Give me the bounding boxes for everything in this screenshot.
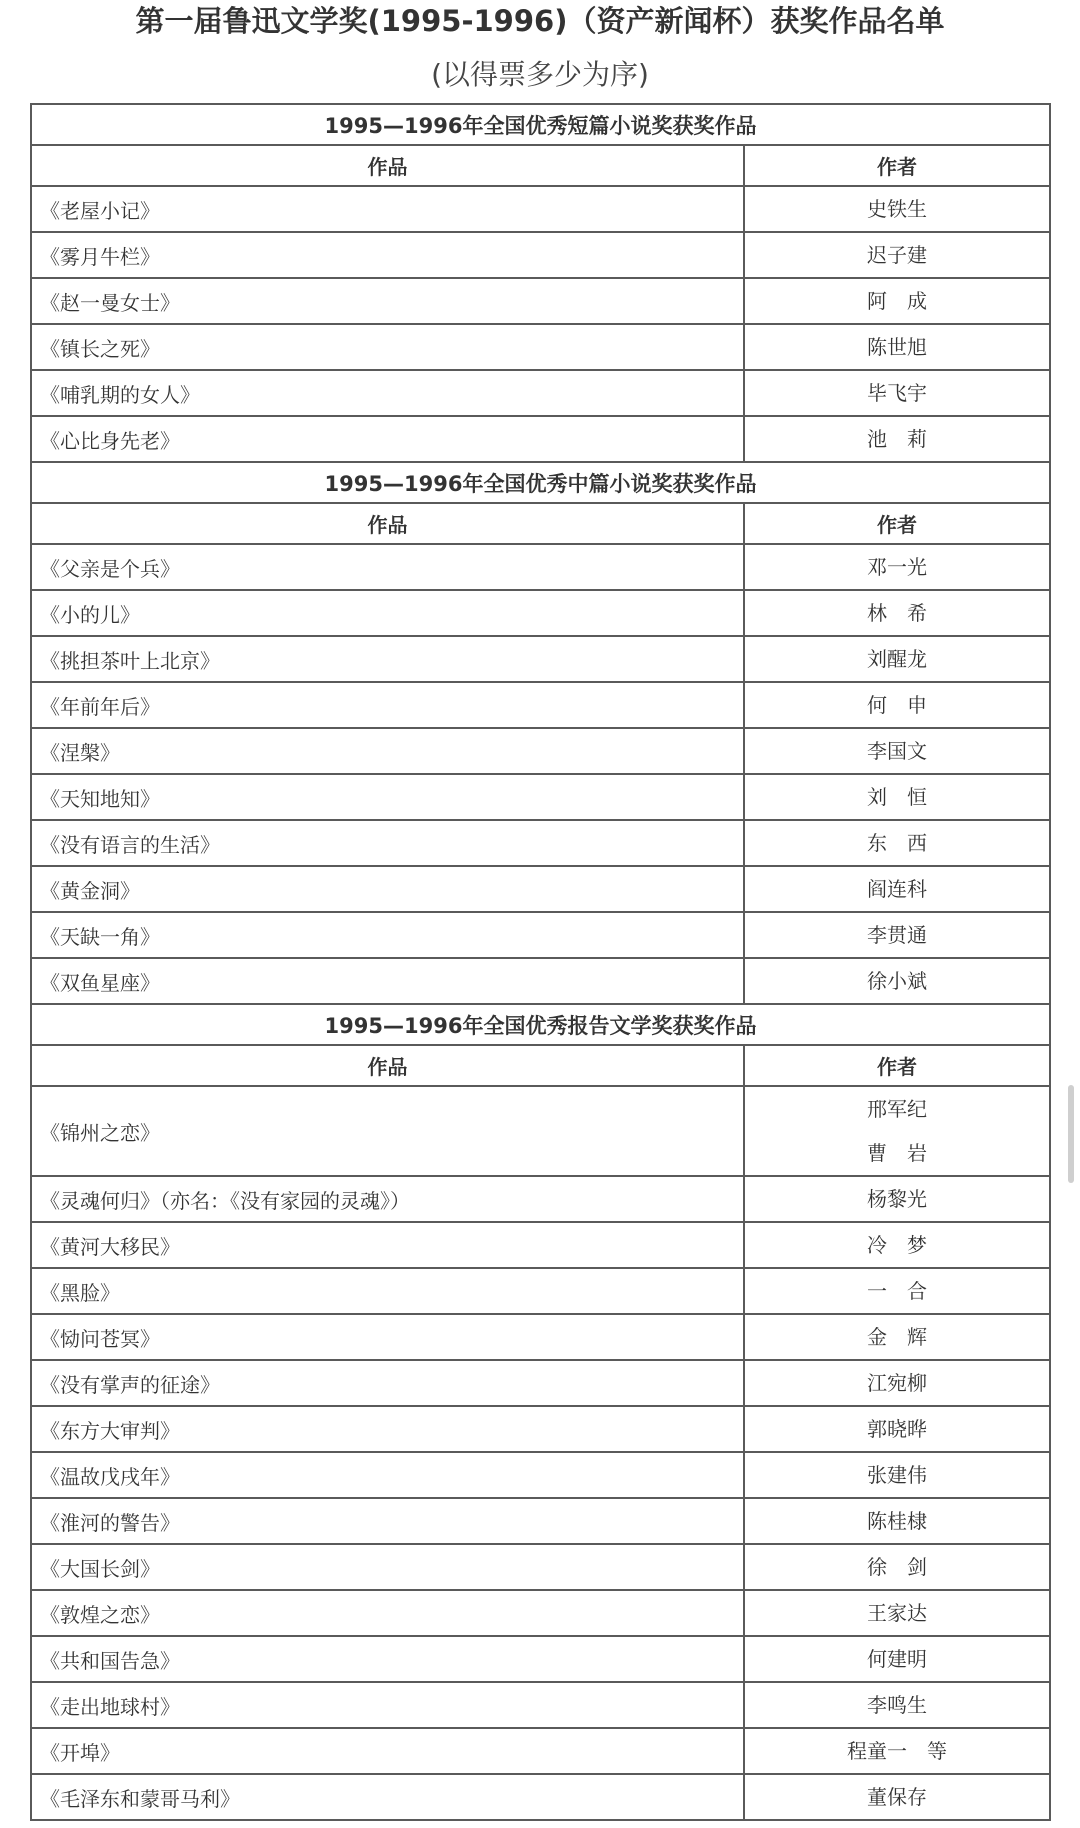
author-name: 阿 成 [867,289,927,313]
author-cell [744,416,1050,462]
page-subtitle: (以得票多少为序) [431,58,649,91]
work-title: 《东方大审判》 [31,1406,744,1452]
work-title: 《走出地球村》 [31,1682,744,1728]
column-header-author: 作者 [744,503,1050,544]
column-header-work: 作品 [31,1045,744,1086]
table-row [31,958,1050,1004]
author-cell [744,1774,1050,1820]
author-name: 江宛柳 [867,1371,927,1395]
author-cell [744,1498,1050,1544]
work-title: 《恸问苍冥》 [31,1314,744,1360]
work-title: 《小的儿》 [31,590,744,636]
work-title: 《没有掌声的征途》 [31,1360,744,1406]
table-row [31,1176,1050,1222]
work-title: 《年前年后》 [31,682,744,728]
author-cell [744,232,1050,278]
author-cell [744,1728,1050,1774]
author-name: 陈世旭 [867,335,927,359]
table-row [31,1728,1050,1774]
author-name: 张建伟 [867,1463,927,1487]
author-name: 迟子建 [867,243,927,267]
author-cell [744,186,1050,232]
author-name: 邢军纪 [867,1097,927,1121]
author-name: 邓一光 [867,555,927,579]
author-cell [744,1636,1050,1682]
table-row [31,912,1050,958]
work-title: 《天缺一角》 [31,912,744,958]
table-row [31,1222,1050,1268]
author-name: 林 希 [867,601,927,625]
table-row [31,278,1050,324]
work-title: 《赵一曼女士》 [31,278,744,324]
author-name: 徐小斌 [867,969,927,993]
work-title: 《哺乳期的女人》 [31,370,744,416]
author-cell [744,324,1050,370]
author-name: 何建明 [867,1647,927,1671]
author-name: 李贯通 [867,923,927,947]
work-title: 《共和国告急》 [31,1636,744,1682]
author-name: 王家达 [867,1601,927,1625]
author-cell [744,1086,1050,1176]
section-heading: 1995—1996年全国优秀报告文学奖获奖作品 [31,1004,1050,1045]
author-cell [744,1222,1050,1268]
author-cell [744,1268,1050,1314]
table-row [31,682,1050,728]
author-name: 刘醒龙 [867,647,927,671]
author-cell [744,544,1050,590]
table-row [31,1682,1050,1728]
table-row [31,636,1050,682]
author-cell [744,820,1050,866]
author-cell [744,1360,1050,1406]
section-heading-row [31,104,1050,145]
table-row [31,1544,1050,1590]
author-name: 阎连科 [867,877,927,901]
author-cell [744,1452,1050,1498]
table-row [31,1086,1050,1176]
page-title: 第一届鲁迅文学奖(1995-1996)（资产新闻杯）获奖作品名单 [135,4,945,38]
author-cell [744,370,1050,416]
section-heading-row [31,1004,1050,1045]
author-name: 曹 岩 [867,1141,927,1165]
author-cell [744,1590,1050,1636]
table-row [31,186,1050,232]
author-cell [744,1406,1050,1452]
work-title: 《镇长之死》 [31,324,744,370]
section-heading: 1995—1996年全国优秀短篇小说奖获奖作品 [31,104,1050,145]
table-row [31,370,1050,416]
author-name: 刘 恒 [867,785,927,809]
work-title: 《敦煌之恋》 [31,1590,744,1636]
author-cell [744,1176,1050,1222]
table-row [31,232,1050,278]
work-title: 《心比身先老》 [31,416,744,462]
work-title: 《父亲是个兵》 [31,544,744,590]
work-title: 《涅槃》 [31,728,744,774]
work-title: 《黄河大移民》 [31,1222,744,1268]
work-title: 《开埠》 [31,1728,744,1774]
author-cell [744,590,1050,636]
table-row [31,774,1050,820]
table-row [31,416,1050,462]
author-cell [744,1682,1050,1728]
author-name: 毕飞宇 [867,381,927,405]
column-header-work: 作品 [31,503,744,544]
author-name: 程童一 等 [847,1739,947,1763]
work-title: 《毛泽东和蒙哥马利》 [31,1774,744,1820]
table-row [31,1314,1050,1360]
table-row [31,1774,1050,1820]
author-name: 何 申 [867,693,927,717]
section-heading-row [31,462,1050,503]
author-cell [744,636,1050,682]
table-row [31,1406,1050,1452]
table-row [31,1498,1050,1544]
column-header-row [31,503,1050,544]
column-header-row [31,145,1050,186]
author-name: 池 莉 [867,427,927,451]
work-title: 《大国长剑》 [31,1544,744,1590]
author-name: 金 辉 [867,1325,927,1349]
work-title: 《老屋小记》 [31,186,744,232]
author-cell [744,774,1050,820]
table-row [31,590,1050,636]
table-row [31,1636,1050,1682]
author-cell [744,866,1050,912]
table-row [31,820,1050,866]
table-row [31,866,1050,912]
author-name: 杨黎光 [867,1187,927,1211]
work-title: 《黑脸》 [31,1268,744,1314]
author-name: 徐 剑 [867,1555,927,1579]
work-title: 《天知地知》 [31,774,744,820]
column-header-row [31,1045,1050,1086]
author-cell [744,278,1050,324]
table-row [31,1590,1050,1636]
author-cell [744,958,1050,1004]
work-title: 《锦州之恋》 [31,1086,744,1176]
table-row [31,544,1050,590]
author-name: 东 西 [867,831,927,855]
work-title: 《黄金洞》 [31,866,744,912]
column-header-work: 作品 [31,145,744,186]
author-name: 冷 梦 [867,1233,927,1257]
table-row [31,324,1050,370]
author-cell [744,682,1050,728]
column-header-author: 作者 [744,145,1050,186]
scrollbar-thumb[interactable] [1068,1085,1074,1183]
author-name: 陈桂棣 [867,1509,927,1533]
section-heading: 1995—1996年全国优秀中篇小说奖获奖作品 [31,462,1050,503]
work-title: 《淮河的警告》 [31,1498,744,1544]
author-name: 李鸣生 [867,1693,927,1717]
author-name: 一 合 [867,1279,927,1303]
column-header-author: 作者 [744,1045,1050,1086]
work-title: 《雾月牛栏》 [31,232,744,278]
awards-table [30,103,1051,1821]
author-cell [744,1544,1050,1590]
work-title: 《灵魂何归》（亦名：《没有家园的灵魂》） [31,1176,744,1222]
author-name: 郭晓晔 [867,1417,927,1441]
table-row [31,1452,1050,1498]
author-name: 李国文 [867,739,927,763]
work-title: 《温故戊戌年》 [31,1452,744,1498]
author-cell [744,728,1050,774]
author-cell [744,912,1050,958]
table-row [31,728,1050,774]
table-row [31,1268,1050,1314]
work-title: 《双鱼星座》 [31,958,744,1004]
author-name: 董保存 [867,1785,927,1809]
author-name: 史铁生 [867,197,927,221]
table-row [31,1360,1050,1406]
author-cell [744,1314,1050,1360]
work-title: 《挑担茶叶上北京》 [31,636,744,682]
work-title: 《没有语言的生活》 [31,820,744,866]
